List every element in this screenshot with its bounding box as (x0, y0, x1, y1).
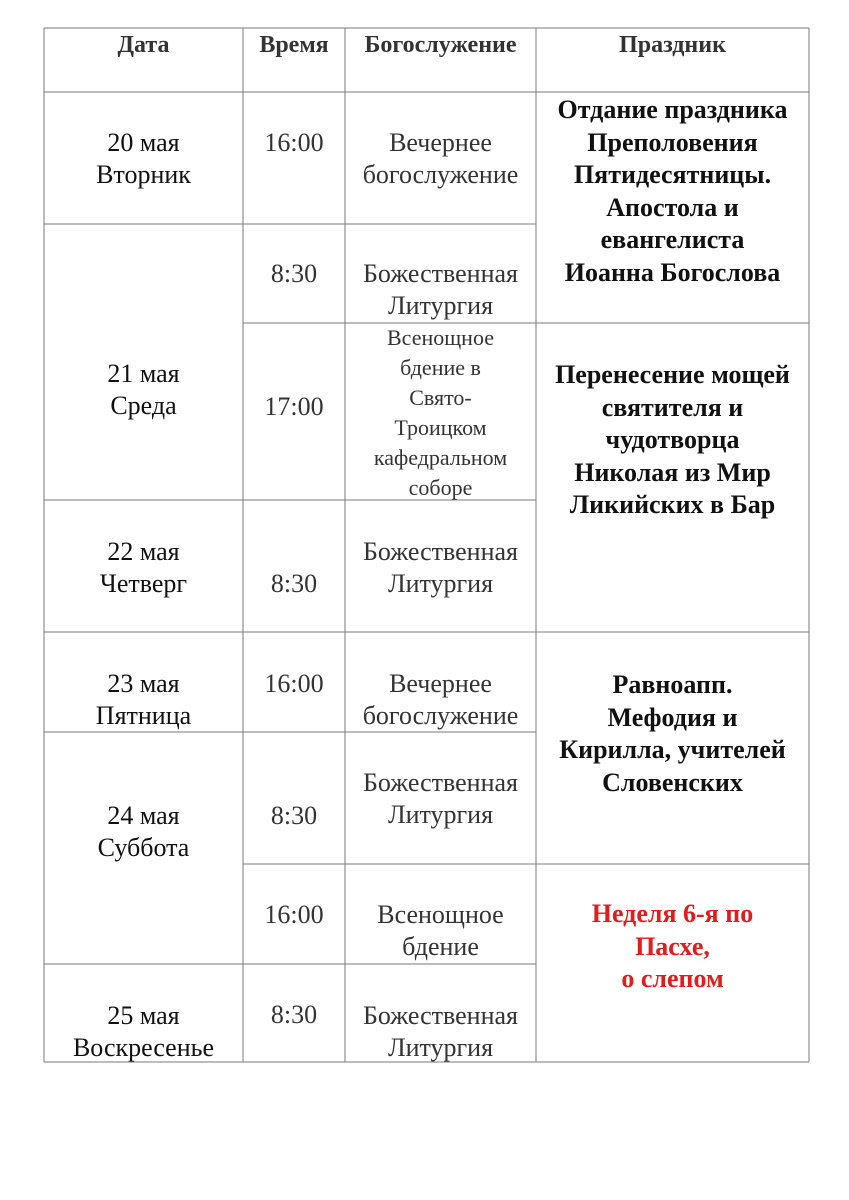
date-label: 22 мая (107, 537, 180, 566)
date-label: 25 мая (107, 1001, 180, 1030)
header-service: Богослужение (364, 32, 517, 58)
date-cell (44, 800, 243, 864)
date-cell (44, 127, 243, 191)
service-cell: Божественная Литургия (363, 1001, 518, 1062)
time-cell: 16:00 (264, 669, 324, 698)
weekday-label: Воскресенье (72, 1033, 215, 1062)
time-cell: 8:30 (270, 1000, 318, 1029)
weekday-label: Пятница (95, 701, 192, 730)
weekday-label: Суббота (97, 833, 190, 862)
date-cell (44, 536, 243, 600)
service-cell: Всенощное бдение в Свято- Троицком кафедральном соборе (373, 325, 508, 500)
feast-cell: Равноапп. Мефодия и Кирилла, учителей Словенских (559, 670, 786, 797)
date-cell (44, 1000, 243, 1064)
date-label: 24 мая (107, 801, 180, 830)
service-cell: Вечернее богослужение (362, 128, 519, 189)
time-cell: 16:00 (264, 900, 324, 929)
feast-cell: Отдание праздника Преполовения Пятидесятницы. Апостола и евангелиста Иоанна Богослова (557, 95, 788, 287)
time-cell: 8:30 (270, 801, 318, 830)
date-label: 23 мая (107, 669, 180, 698)
feast-cell-highlight: Неделя 6-я по Пасхе, о слепом (591, 899, 754, 993)
service-cell: Божественная Литургия (363, 537, 518, 598)
time-cell: 8:30 (270, 259, 318, 288)
time-cell: 8:30 (270, 569, 318, 598)
service-cell: Божественная Литургия (363, 259, 518, 320)
date-cell (44, 668, 243, 732)
time-cell: 16:00 (264, 128, 324, 157)
service-cell: Вечернее богослужение (362, 669, 519, 730)
date-label: 20 мая (107, 128, 180, 157)
weekday-label: Среда (110, 391, 177, 420)
date-label: 21 мая (107, 359, 180, 388)
header-feast: Праздник (619, 32, 726, 58)
time-cell: 17:00 (264, 392, 324, 421)
date-cell (44, 358, 243, 422)
weekday-label: Четверг (99, 569, 188, 598)
weekday-label: Вторник (96, 160, 191, 189)
header-date: Дата (117, 32, 170, 58)
service-cell: Всенощное бдение (377, 900, 504, 961)
feast-cell: Перенесение мощей святителя и чудотворца Николая из Мир Ликийских в Бар (555, 360, 790, 519)
service-cell: Божественная Литургия (363, 768, 518, 829)
header-time: Время (259, 32, 329, 58)
